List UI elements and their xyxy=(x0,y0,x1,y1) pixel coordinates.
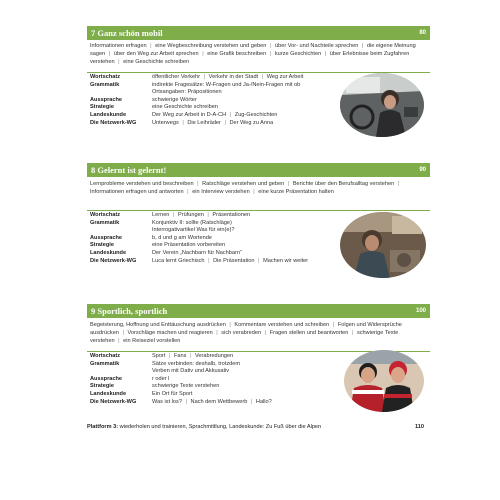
separator: | xyxy=(287,181,290,187)
detail-value xyxy=(152,250,360,258)
detail-value xyxy=(152,112,360,120)
chapter-7-details xyxy=(90,74,360,127)
detail-row xyxy=(90,353,360,361)
detail-value-item: Zug-Geschichten xyxy=(234,111,278,118)
detail-value-item: schwierige Texte verstehen xyxy=(152,383,220,390)
detail-row xyxy=(90,227,360,235)
separator: | xyxy=(207,212,209,218)
detail-row xyxy=(90,391,360,399)
separator: | xyxy=(351,330,354,337)
intro-item: ein Interview verstehen xyxy=(192,189,250,196)
separator: | xyxy=(269,51,272,58)
intro-item: kurze Geschichten xyxy=(274,51,322,58)
chapter-title: 9 Sportlich, sportlich xyxy=(91,306,168,316)
detail-row xyxy=(90,97,360,105)
detail-value-item: Verkehr in der Stadt xyxy=(208,74,259,80)
intro-item: Fragen stellen und beantworten xyxy=(269,330,349,337)
detail-row xyxy=(90,368,360,376)
intro-item: Informationen erfragen xyxy=(90,43,147,49)
detail-value xyxy=(152,220,360,228)
chapter-title: 8 Gelernt ist gelernt! xyxy=(91,165,167,175)
detail-value-item: eine Geschichte schreiben xyxy=(152,104,218,111)
detail-row xyxy=(90,242,360,250)
detail-value xyxy=(152,227,360,235)
detail-value-item: Ortsangaben: Präpositionen xyxy=(152,89,222,96)
separator: | xyxy=(361,43,364,49)
separator: | xyxy=(197,181,199,187)
chapter-9-details xyxy=(90,353,360,406)
detail-value-item: Luca lernt Griechisch xyxy=(152,257,205,264)
detail-value xyxy=(152,242,360,250)
detail-label: Strategie xyxy=(90,242,114,249)
chapter-8-header xyxy=(87,163,430,177)
detail-value-item: Nach dem Wettbewerb xyxy=(190,398,248,405)
detail-value-item: Sätze verbinden: deshalb, trotzdem xyxy=(152,360,240,367)
intro-item: eine Grafik beschreiben xyxy=(207,51,267,58)
detail-value-item: Präsentationen xyxy=(212,212,251,218)
chapter-page-number: 80 xyxy=(419,30,426,36)
detail-label: Strategie xyxy=(90,104,114,111)
detail-label: Landeskunde xyxy=(90,390,127,397)
chapter-7-header xyxy=(87,26,430,40)
detail-value xyxy=(152,258,360,266)
intro-item: ein Reiseziel vorstellen xyxy=(123,338,181,345)
detail-value-item: Konjunktiv II: sollte (Ratschläge) xyxy=(152,219,232,226)
detail-value xyxy=(152,74,360,82)
separator: | xyxy=(250,398,253,405)
detail-label xyxy=(90,89,152,97)
detail-value-item: Ein Ort für Sport xyxy=(152,390,193,397)
separator: | xyxy=(332,322,335,328)
chapter-page-number: 90 xyxy=(419,167,426,173)
detail-row xyxy=(90,383,360,391)
intro-item: über Erlebnisse beim Zugfahren verstehen xyxy=(90,51,410,66)
separator: | xyxy=(118,59,120,66)
detail-value-item: Weg zur Arbeit xyxy=(266,74,304,80)
chapter-8-details xyxy=(90,212,360,265)
intro-item: eine Wegbeschreibung verstehen und geben xyxy=(155,43,267,49)
detail-label: Die Netzwerk-WG xyxy=(90,398,137,405)
detail-value xyxy=(152,82,360,90)
detail-row xyxy=(90,212,360,220)
separator: | xyxy=(203,74,206,80)
intro-item: eine Geschichte schreiben xyxy=(123,59,190,66)
chapter-9-intro xyxy=(90,321,420,346)
separator: | xyxy=(229,322,231,328)
separator: | xyxy=(202,51,204,58)
detail-label: Die Netzwerk-WG xyxy=(90,119,137,126)
detail-row xyxy=(90,82,360,90)
detail-value-item: Die Leihräder xyxy=(187,119,221,126)
detail-label: Die Netzwerk-WG xyxy=(90,257,137,264)
detail-label: Grammatik xyxy=(90,360,120,367)
footer-description: wiederholen und trainieren, Sprachmittlung, Landeskunde: Zu Fuß über die Alpen xyxy=(119,424,322,430)
detail-label: Landeskunde xyxy=(90,111,127,118)
detail-value xyxy=(152,391,360,399)
detail-row xyxy=(90,104,360,112)
separator: | xyxy=(261,74,264,80)
intro-item: Lernprobleme verstehen und beschreiben xyxy=(90,181,194,187)
detail-value-item: b, d und g am Wortende xyxy=(152,234,212,241)
detail-label xyxy=(90,227,152,235)
separator: | xyxy=(185,398,187,405)
footer-page-number: 110 xyxy=(414,424,424,430)
sports-fans-photo xyxy=(344,350,424,412)
intro-item: Informationen erfragen und antworten xyxy=(90,189,184,196)
detail-value xyxy=(152,353,360,361)
separator: | xyxy=(253,189,255,196)
chapter-8-intro xyxy=(90,180,420,196)
intro-item: Folgen und Widersprüche ausdrücken xyxy=(90,322,402,337)
detail-label: Landeskunde xyxy=(90,249,127,256)
separator: | xyxy=(172,212,175,218)
detail-value xyxy=(152,368,360,376)
detail-value xyxy=(152,399,360,407)
separator: | xyxy=(216,330,218,337)
detail-label xyxy=(90,368,152,376)
separator: | xyxy=(168,353,171,359)
intro-item: Begeisterung, Hoffnung und Enttäuschung ausdrücken xyxy=(90,322,226,328)
detail-value-item: Prüfungen xyxy=(178,212,204,218)
detail-value xyxy=(152,376,360,384)
detail-value-item: schwierige Wörter xyxy=(152,96,197,103)
detail-value-item: Machen wir weiter xyxy=(263,257,309,264)
chapter-7-intro xyxy=(90,42,420,67)
separator: | xyxy=(118,338,120,345)
detail-value xyxy=(152,120,360,128)
detail-value-item: Sport xyxy=(152,353,166,359)
detail-value xyxy=(152,361,360,369)
detail-label: Wortschatz xyxy=(90,353,121,359)
intro-item: Kommentare verstehen und schreiben xyxy=(234,322,330,328)
intro-item: sich verabreden xyxy=(221,330,262,337)
detail-label: Grammatik xyxy=(90,81,120,88)
detail-row xyxy=(90,120,360,128)
workshop-photo xyxy=(340,212,426,278)
detail-value-item: eine Präsentation vorbereiten xyxy=(152,242,226,249)
detail-value-item: Der Weg zu Anna xyxy=(229,119,274,126)
separator: | xyxy=(187,189,189,196)
detail-value-item: Verabredungen xyxy=(194,353,234,359)
detail-row xyxy=(90,258,360,266)
separator: | xyxy=(108,51,111,58)
separator: | xyxy=(258,257,260,264)
detail-row xyxy=(90,112,360,120)
detail-label: Aussprache xyxy=(90,375,123,382)
detail-label: Grammatik xyxy=(90,219,120,226)
detail-row xyxy=(90,250,360,258)
detail-value xyxy=(152,383,360,391)
intro-item: Ratschläge verstehen und geben xyxy=(202,181,285,187)
detail-value-item: indirekte Fragesätze: W-Fragen und Ja-/Nein-Fragen mit ob xyxy=(152,81,301,88)
detail-value-item: Interrogativartikel Was für ein(e)? xyxy=(152,227,235,234)
detail-row xyxy=(90,74,360,82)
detail-row xyxy=(90,220,360,228)
detail-row xyxy=(90,376,360,384)
separator: | xyxy=(324,51,327,58)
footer-text xyxy=(87,422,321,432)
chapter-title: 7 Ganz schön mobil xyxy=(91,28,163,38)
car-driver-photo xyxy=(340,73,424,137)
detail-row xyxy=(90,399,360,407)
detail-value-item: Unterwegs xyxy=(152,119,179,126)
detail-row xyxy=(90,235,360,243)
separator: | xyxy=(269,43,272,49)
intro-item: über den Weg zur Arbeit sprechen xyxy=(113,51,199,58)
detail-label: Strategie xyxy=(90,383,114,390)
detail-value xyxy=(152,104,360,112)
separator: | xyxy=(229,111,232,118)
detail-value xyxy=(152,97,360,105)
intro-item: über Vor- und Nachteile sprechen xyxy=(274,43,359,49)
footer-label: Plattform 3: xyxy=(87,424,119,430)
separator: | xyxy=(122,330,124,337)
detail-value-item: Der Verein „Nachbarn für Nachbarn“ xyxy=(152,249,242,256)
intro-item: Vorschläge machen und reagieren xyxy=(127,330,213,337)
detail-value-item: Der Weg zur Arbeit in D-A-CH xyxy=(152,111,227,118)
detail-row xyxy=(90,361,360,369)
chapter-page-number: 100 xyxy=(415,308,426,314)
detail-value xyxy=(152,89,360,97)
detail-value-item: Fans xyxy=(173,353,187,359)
separator: | xyxy=(224,119,226,126)
detail-label: Wortschatz xyxy=(90,212,121,218)
separator: | xyxy=(182,119,184,126)
separator: | xyxy=(150,43,152,49)
detail-value-item: Verben mit Dativ und Akkusativ xyxy=(152,368,230,375)
detail-value xyxy=(152,212,360,220)
detail-value-item: Was ist los? xyxy=(152,398,182,405)
intro-item: die eigene Meinung sagen xyxy=(90,43,416,58)
divider xyxy=(87,210,430,211)
detail-label: Aussprache xyxy=(90,234,123,241)
separator: | xyxy=(189,353,192,359)
detail-value-item: Lernen xyxy=(152,212,170,218)
intro-item: Berichte über den Berufsalltag verstehen xyxy=(292,181,395,187)
detail-value xyxy=(152,235,360,243)
detail-label: Wortschatz xyxy=(90,74,121,80)
separator: | xyxy=(397,181,400,187)
intro-item: schwierige Texte verstehen xyxy=(90,330,399,345)
detail-value-item: öffentlicher Verkehr xyxy=(152,74,201,80)
separator: | xyxy=(264,330,267,337)
detail-value-item: Die Präsentation xyxy=(213,257,255,264)
detail-value-item: Hallo? xyxy=(255,398,272,405)
intro-item: eine kurze Präsentation halten xyxy=(258,189,334,196)
detail-label: Aussprache xyxy=(90,96,123,103)
detail-value-item: r oder l xyxy=(152,375,170,382)
separator: | xyxy=(208,257,210,264)
platform-footer xyxy=(87,422,430,432)
detail-row xyxy=(90,89,360,97)
chapter-9-header xyxy=(87,304,430,318)
